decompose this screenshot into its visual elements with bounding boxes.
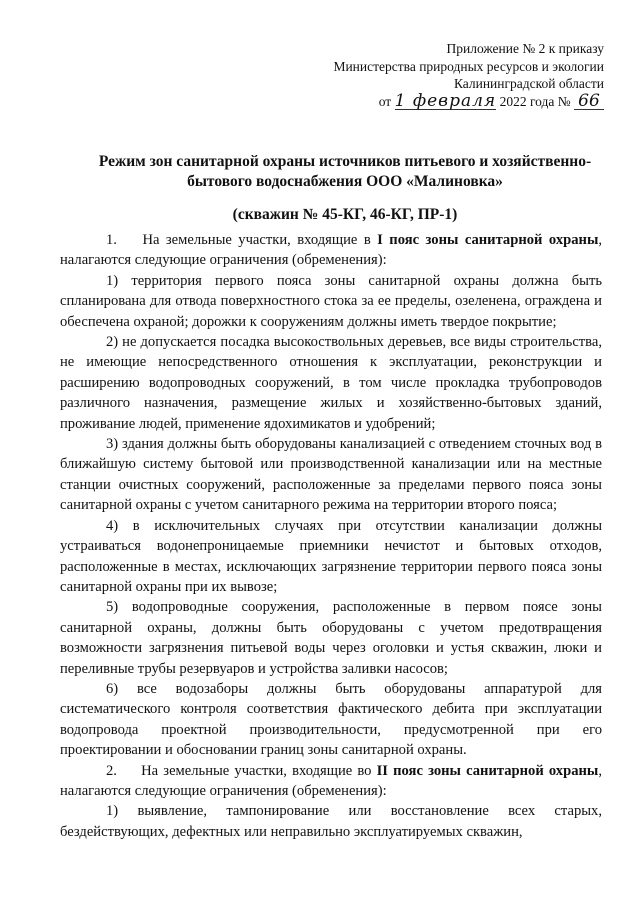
document-subtitle: (скважин № 45-КГ, 46-КГ, ПР-1) [232, 206, 458, 223]
section-intro-text: На земельные участки, входящие во [141, 762, 372, 779]
section-2-intro [60, 761, 602, 802]
appendix-line-3: Калининградской области [453, 76, 604, 91]
section-intro-tail: , налагаются следующие ограничения (обременения): [60, 232, 602, 269]
document-title: Режим зон санитарной охраны источников питьевого и хозяйственно-бытового водоснабжения ООО «Малиновка» [98, 153, 592, 190]
list-item: 4) в исключительных случаях при отсутствии канализации должны устраиваться водонепроницаемые приемники нечистот и бытовых отходов, расположенные в местах, исключающих загрязнение территории первого пояса зоны санитарной охраны при их вывозе; [60, 517, 602, 595]
list-item: 2) не допускается посадка высокоствольных деревьев, все виды строительства, не имеющие непосредственного отношения к эксплуатации, реконструкции и расширению водопроводных сооружений, в том числе прокладка трубопроводов различного назначения, размещение жилых и хозяйственно-бытовых зданий, проживание людей, применение ядохимикатов и удобрений; [60, 334, 602, 432]
section-number: 2. [106, 762, 117, 779]
date-prefix: от [378, 93, 392, 109]
list-item: 1) территория первого пояса зоны санитарной охраны должна быть спланирована для отвода поверхностного стока за ее пределы, озеленена, ограждена и обеспечена охраной; дорожки к сооружениям должны иметь твердое покрытие; [60, 272, 602, 330]
handwritten-date: 1 февраля [394, 90, 497, 111]
list-item: 3) здания должны быть оборудованы канализацией с отведением сточных вод в ближайшую систему бытовой или производственной канализации или на местные станции очистных сооружений, расположенные за пределами первого пояса зоны санитарной охраны с учетом санитарного режима на территории второго пояса; [60, 436, 602, 514]
section-zone-name: I пояс зоны санитарной охраны [377, 232, 599, 248]
section-intro-tail: , налагаются следующие ограничения (обременения): [60, 762, 602, 799]
section-zone-name: II пояс зоны санитарной охраны [376, 762, 599, 779]
date-year: 2022 года № [499, 93, 571, 109]
section-number: 1. [106, 232, 117, 248]
list-item: 5) водопроводные сооружения, расположенные в первом поясе зоны санитарной охраны, должны быть оборудованы с учетом предотвращения возможности загрязнения питьевой воды через оголовки и устья скважин, люки и переливные трубы резервуаров и устройства заливки насосов; [60, 599, 602, 677]
document-body [60, 230, 602, 842]
appendix-line-1: Приложение № 2 к приказу [446, 41, 604, 56]
list-item: 1) выявление, тампонирование или восстановление всех старых, бездействующих, дефектных или неправильно эксплуатируемых скважин, [60, 803, 602, 840]
list-item: 6) все водозаборы должны быть оборудованы аппаратурой для систематического контроля соответствия фактического дебита при эксплуатации водопровода проектной производительности, предусмотренной при его проектировании и обосновании границ зоны санитарной охраны. [60, 680, 602, 759]
appendix-line-2: Министерства природных ресурсов и экологии [333, 58, 604, 74]
appendix-date-line [304, 90, 604, 111]
section-intro-text: На земельные участки, входящие в [142, 232, 371, 248]
section-1-intro [60, 230, 602, 271]
handwritten-number: 66 [574, 93, 604, 110]
appendix-header [304, 40, 604, 110]
